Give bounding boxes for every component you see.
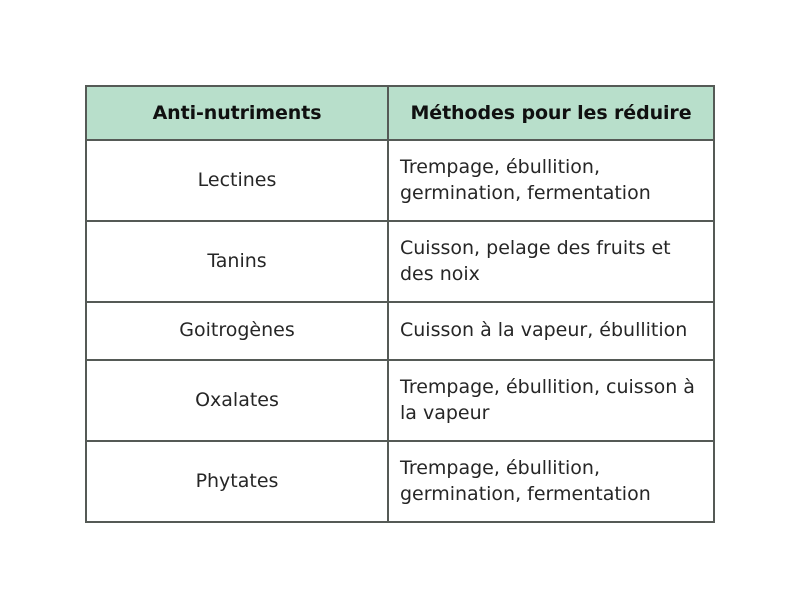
column-header-methodes: Méthodes pour les réduire <box>388 86 714 140</box>
table-row <box>86 441 714 522</box>
cell-reduction-methods: Trempage, ébullition, germination, fermentation <box>388 441 714 522</box>
cell-anti-nutrient-name: Tanins <box>86 221 388 302</box>
table-row <box>86 221 714 302</box>
cell-anti-nutrient-name: Lectines <box>86 140 388 221</box>
cell-reduction-methods: Cuisson à la vapeur, ébullition <box>388 302 714 360</box>
table-header <box>86 86 714 140</box>
table-header-row <box>86 86 714 140</box>
table-container <box>85 85 713 523</box>
anti-nutrients-table <box>85 85 715 523</box>
cell-anti-nutrient-name: Oxalates <box>86 360 388 441</box>
cell-reduction-methods: Trempage, ébullition, germination, fermentation <box>388 140 714 221</box>
cell-reduction-methods: Trempage, ébullition, cuisson à la vapeur <box>388 360 714 441</box>
column-header-anti-nutriments: Anti-nutriments <box>86 86 388 140</box>
table-row <box>86 140 714 221</box>
cell-reduction-methods: Cuisson, pelage des fruits et des noix <box>388 221 714 302</box>
cell-anti-nutrient-name: Goitrogènes <box>86 302 388 360</box>
cell-anti-nutrient-name: Phytates <box>86 441 388 522</box>
table-body <box>86 140 714 522</box>
table-row <box>86 360 714 441</box>
table-row <box>86 302 714 360</box>
